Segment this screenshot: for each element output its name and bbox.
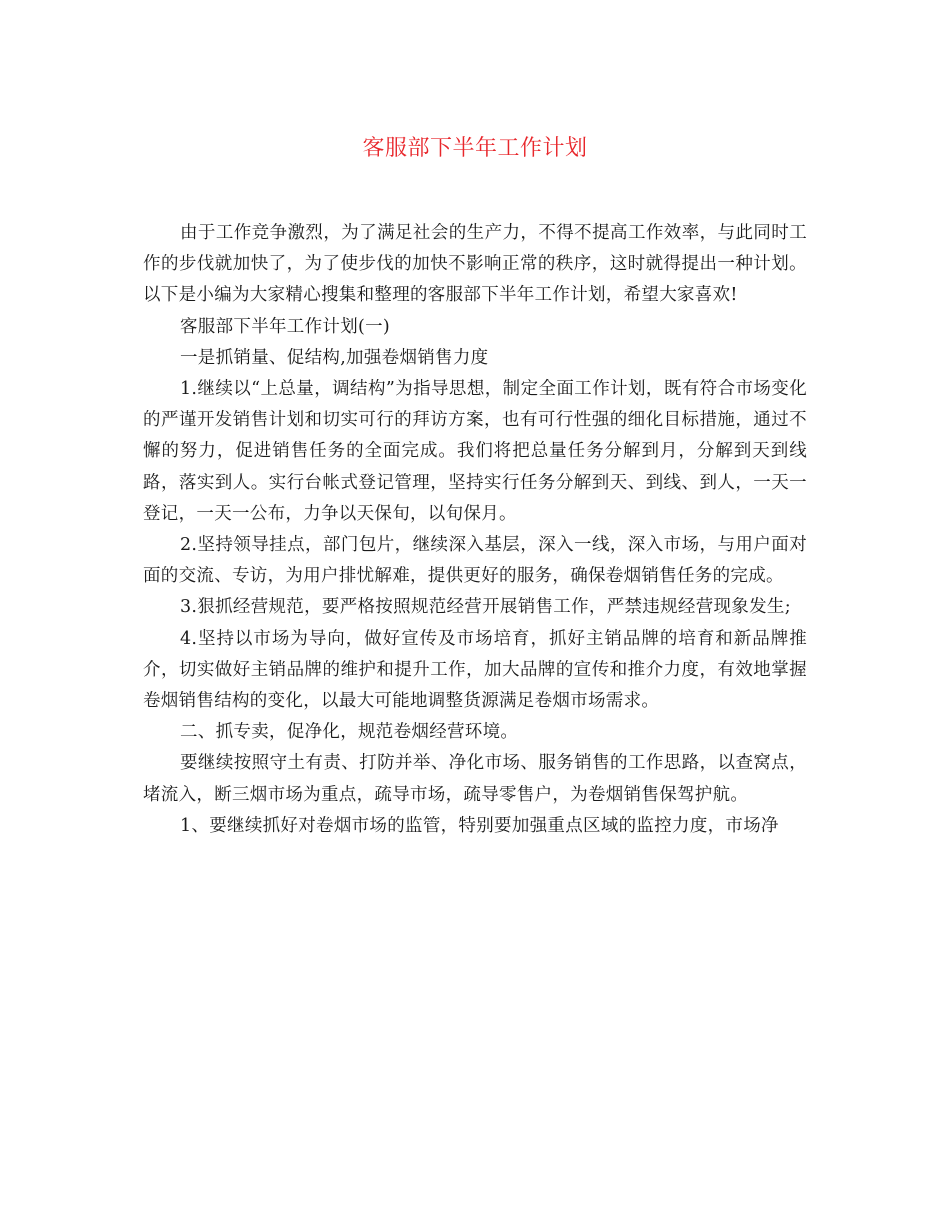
intro-paragraph: 由于工作竞争激烈，为了满足社会的生产力，不得不提高工作效率，与此同时工作的步伐就加快了，为了使步伐的加快不影响正常的秩序，这时就得提出一种计划。以下是小编为大家精心搜集和整理的客服部下半年工作计划，希望大家喜欢! — [143, 223, 807, 306]
item-paragraph-3: 3.狠抓经营规范，要严格按照规范经营开展销售工作，严禁违规经营现象发生; — [180, 597, 791, 618]
section-heading-two: 二、抓专卖，促净化，规范卷烟经营环境。 — [180, 722, 519, 743]
document-title: 客服部下半年工作计划 — [362, 136, 588, 161]
section-heading-plan-one: 客服部下半年工作计划(一) — [180, 316, 391, 337]
document-body — [143, 218, 807, 842]
item-paragraph-2: 2.坚持领导挂点，部门包片，继续深入基层，深入一线，深入市场，与用户面对面的交流、专访，为用户排忧解难，提供更好的服务，确保卷烟销售任务的完成。 — [143, 535, 807, 587]
item-paragraph-4: 4.坚持以市场为导向，做好宣传及市场培育，抓好主销品牌的培育和新品牌推介，切实做好主销品牌的维护和提升工作，加大品牌的宣传和推介力度，有效地掌握卷烟销售结构的变化，以最大可能地调整货源满足卷烟市场需求。 — [143, 628, 807, 712]
section-two-paragraph: 要继续按照守土有责、打防并举、净化市场、服务销售的工作思路，以查窝点，堵流入，断三烟市场为重点，疏导市场，疏导零售户，为卷烟销售保驾护航。 — [143, 753, 807, 805]
section-heading-one: 一是抓销量、促结构,加强卷烟销售力度 — [180, 347, 489, 368]
section-two-item-1: 1、要继续抓好对卷烟市场的监管，特别要加强重点区域的监控力度，市场净 — [180, 815, 779, 836]
item-paragraph-1: 1.继续以“上总量，调结构”为指导思想，制定全面工作计划，既有符合市场变化的严谨开发销售计划和切实可行的拜访方案，也有可行性强的细化目标措施，通过不懈的努力，促进销售任务的全面完成。我们将把总量任务分解到月，分解到天到线路，落实到人。实行台帐式登记管理，坚持实行任务分解到天、到线、到人，一天一登记，一天一公布，力争以天保旬，以旬保月。 — [143, 379, 807, 524]
